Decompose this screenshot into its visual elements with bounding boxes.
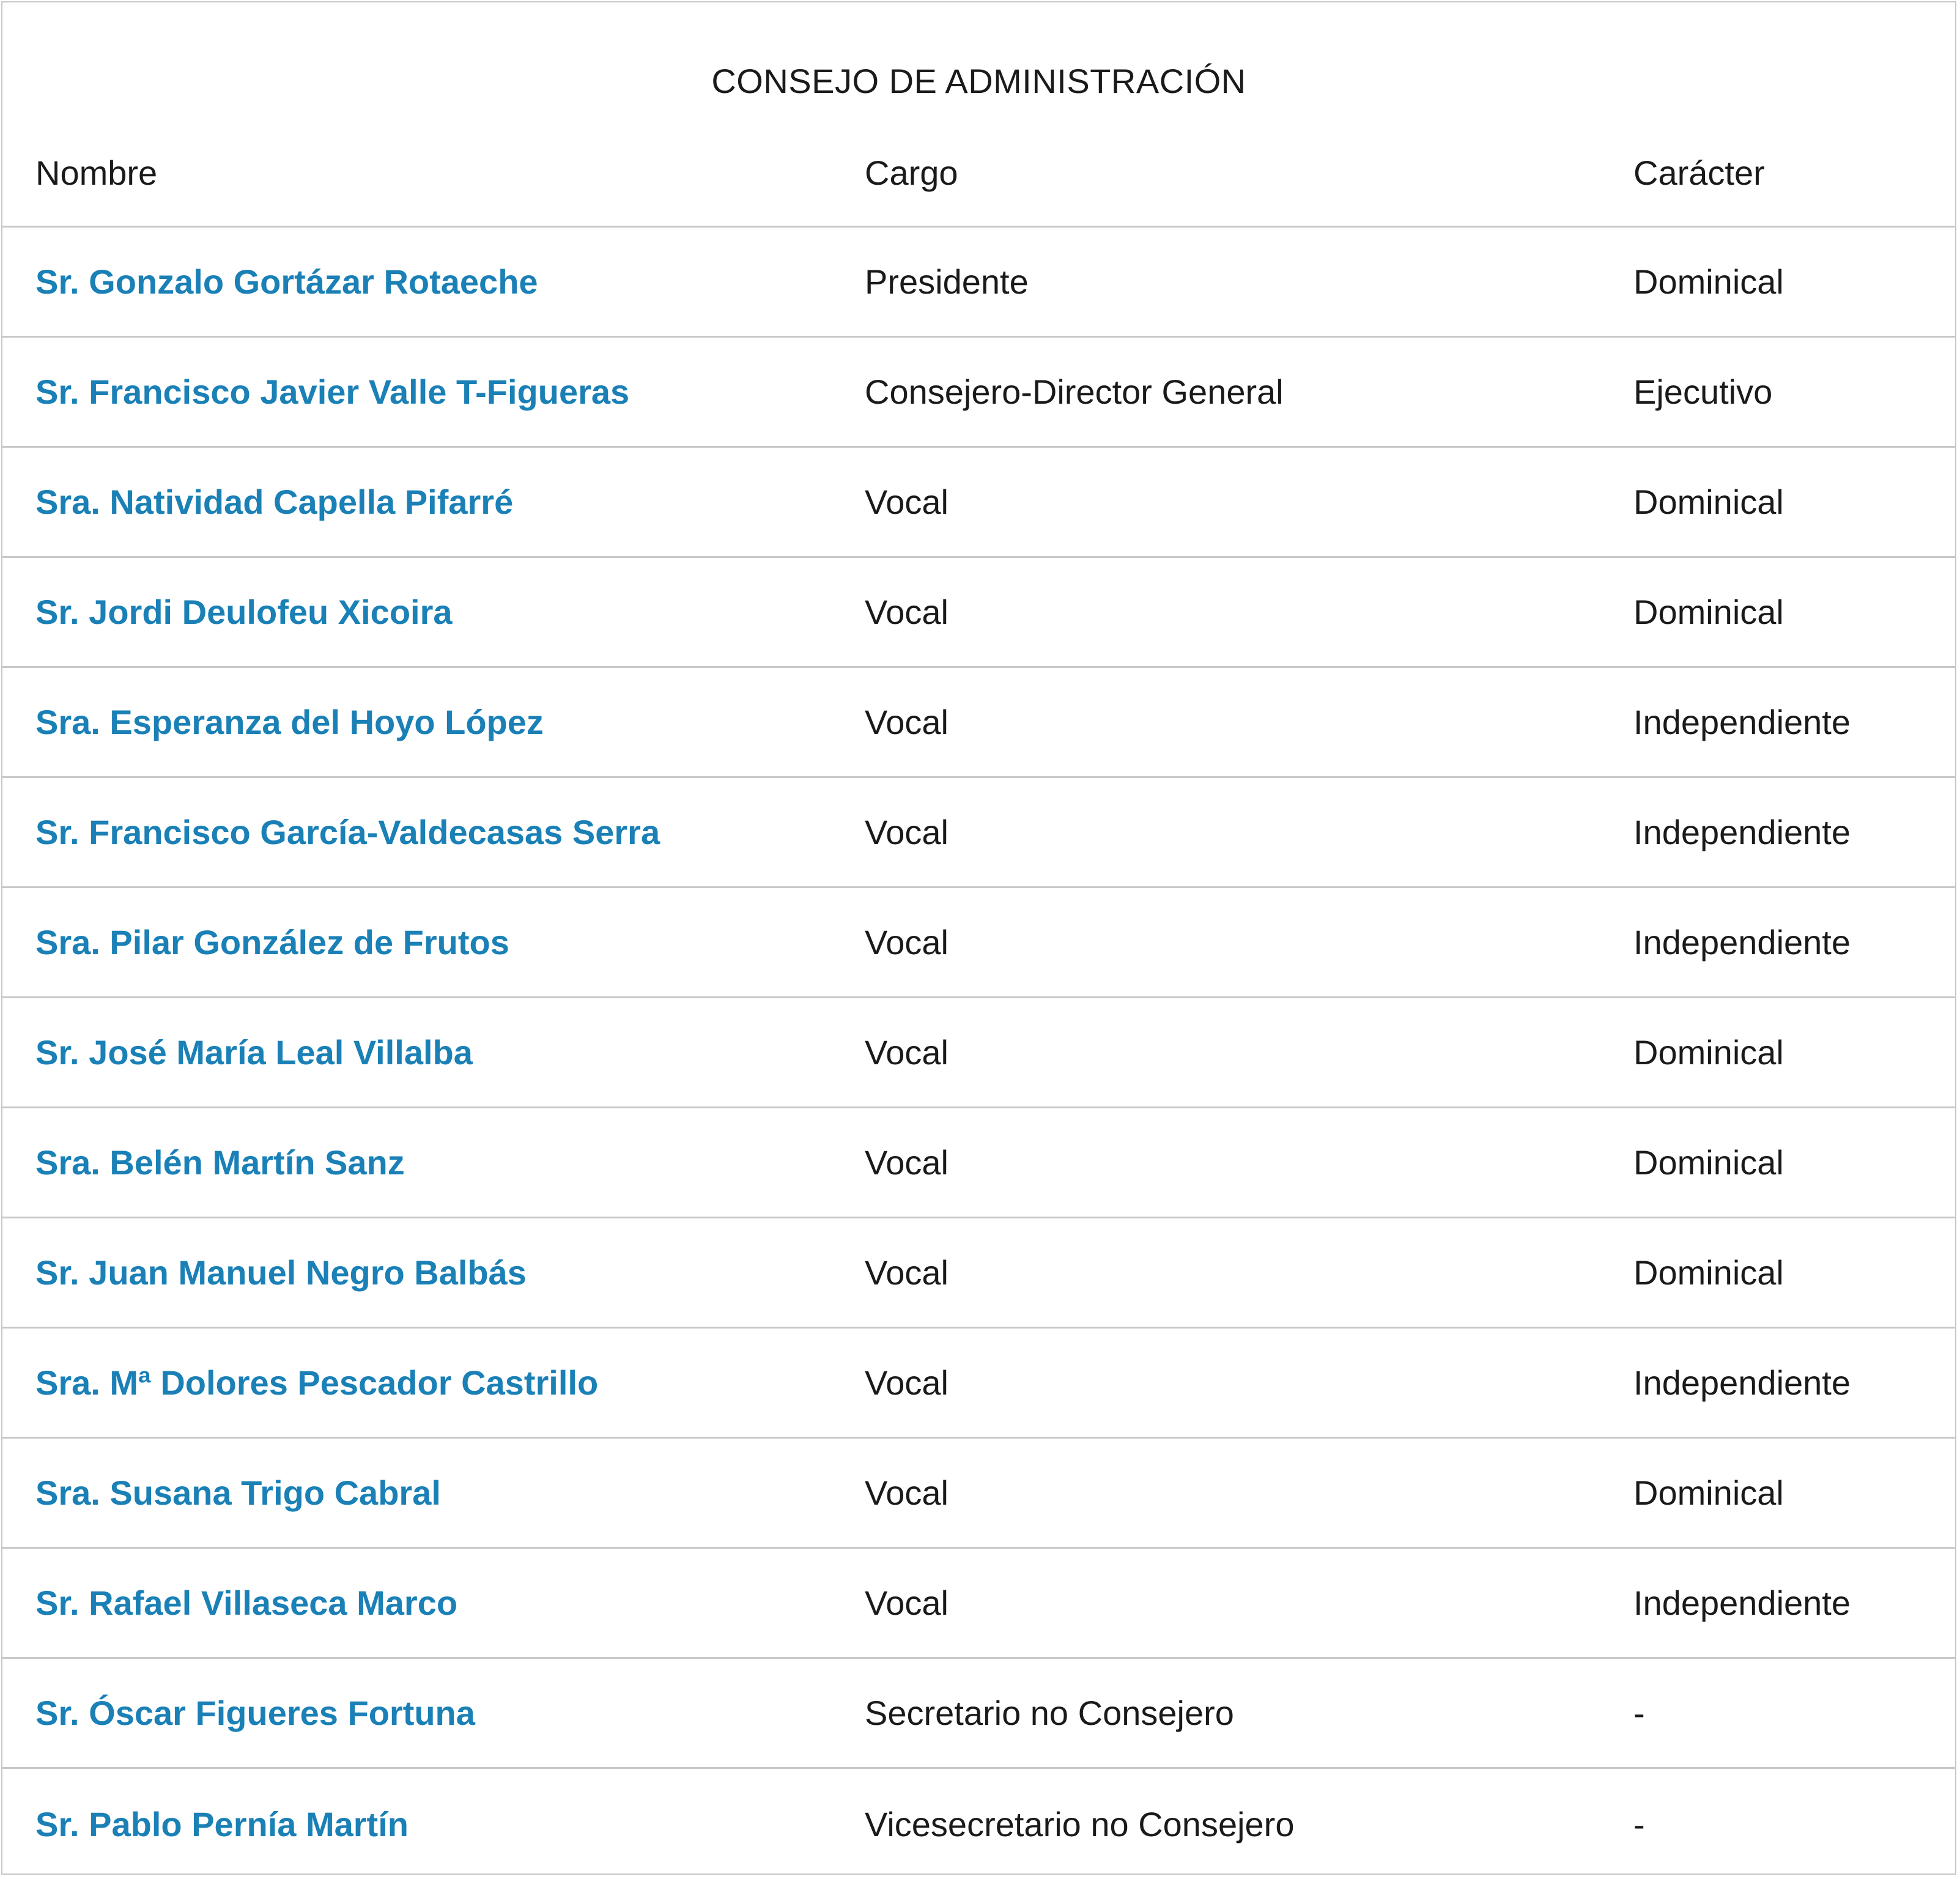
member-position: Consejero-Director General (865, 372, 1284, 411)
table-row (2, 668, 1955, 778)
table-title: CONSEJO DE ADMINISTRACIÓN (711, 61, 1246, 100)
table-row (2, 1769, 1955, 1879)
member-type: - (1633, 1804, 1645, 1844)
table-row (2, 1329, 1955, 1439)
table-row (2, 338, 1955, 448)
member-type: Dominical (1633, 1473, 1784, 1512)
member-type: Ejecutivo (1633, 372, 1773, 411)
member-name-link[interactable]: Sr. Jordi Deulofeu Xicoira (35, 593, 453, 631)
member-name-link[interactable]: Sr. Pablo Pernía Martín (35, 1804, 409, 1844)
table-row (2, 888, 1955, 998)
member-type: Dominical (1633, 483, 1784, 521)
column-header-name: Nombre (35, 154, 158, 192)
member-type: Dominical (1633, 1143, 1784, 1182)
table-row (2, 1659, 1955, 1769)
member-position: Vocal (865, 593, 949, 631)
member-position: Vicesecretario no Consejero (865, 1804, 1295, 1844)
member-name-link[interactable]: Sra. Esperanza del Hoyo López (35, 703, 544, 741)
member-position: Secretario no Consejero (865, 1694, 1234, 1732)
member-position: Vocal (865, 1473, 949, 1512)
table-body (2, 228, 1955, 1879)
member-position: Vocal (865, 1143, 949, 1182)
member-name-link[interactable]: Sr. Gonzalo Gortázar Rotaeche (35, 262, 538, 301)
table-title-row (2, 2, 1955, 125)
member-name-link[interactable]: Sr. José María Leal Villalba (35, 1033, 473, 1072)
table-header (2, 125, 1955, 228)
member-name-link[interactable]: Sr. Rafael Villaseca Marco (35, 1584, 458, 1622)
member-position: Vocal (865, 1253, 949, 1292)
table-row (2, 778, 1955, 888)
member-type: Dominical (1633, 1033, 1784, 1072)
board-table (1, 1, 1956, 1875)
member-position: Vocal (865, 1033, 949, 1072)
member-position: Vocal (865, 1584, 949, 1622)
member-position: Vocal (865, 703, 949, 741)
column-header-position: Cargo (865, 154, 958, 192)
table-row (2, 1549, 1955, 1659)
member-name-link[interactable]: Sra. Mª Dolores Pescador Castrillo (35, 1363, 599, 1402)
table-row (2, 1218, 1955, 1329)
table-row (2, 558, 1955, 668)
table-row (2, 1439, 1955, 1549)
table-row (2, 1108, 1955, 1218)
member-type: Independiente (1633, 923, 1851, 962)
member-name-link[interactable]: Sr. Juan Manuel Negro Balbás (35, 1253, 527, 1292)
member-position: Vocal (865, 1363, 949, 1402)
member-name-link[interactable]: Sra. Pilar González de Frutos (35, 923, 509, 962)
member-position: Vocal (865, 483, 949, 521)
member-name-link[interactable]: Sra. Belén Martín Sanz (35, 1143, 405, 1182)
member-name-link[interactable]: Sra. Susana Trigo Cabral (35, 1473, 441, 1512)
member-position: Vocal (865, 813, 949, 851)
member-name-link[interactable]: Sra. Natividad Capella Pifarré (35, 483, 514, 521)
table-row (2, 448, 1955, 558)
member-type: Independiente (1633, 813, 1851, 851)
member-type: Dominical (1633, 593, 1784, 631)
column-header-type: Carácter (1633, 154, 1765, 192)
member-position: Presidente (865, 262, 1029, 301)
member-type: Dominical (1633, 1253, 1784, 1292)
member-name-link[interactable]: Sr. Óscar Figueres Fortuna (35, 1694, 475, 1732)
member-type: Independiente (1633, 1363, 1851, 1402)
member-type: Independiente (1633, 703, 1851, 741)
member-name-link[interactable]: Sr. Francisco García-Valdecasas Serra (35, 813, 660, 851)
table-row (2, 228, 1955, 338)
member-type: Independiente (1633, 1584, 1851, 1622)
member-type: Dominical (1633, 262, 1784, 301)
member-position: Vocal (865, 923, 949, 962)
member-name-link[interactable]: Sr. Francisco Javier Valle T-Figueras (35, 372, 630, 411)
member-type: - (1633, 1694, 1645, 1732)
table-row (2, 998, 1955, 1108)
